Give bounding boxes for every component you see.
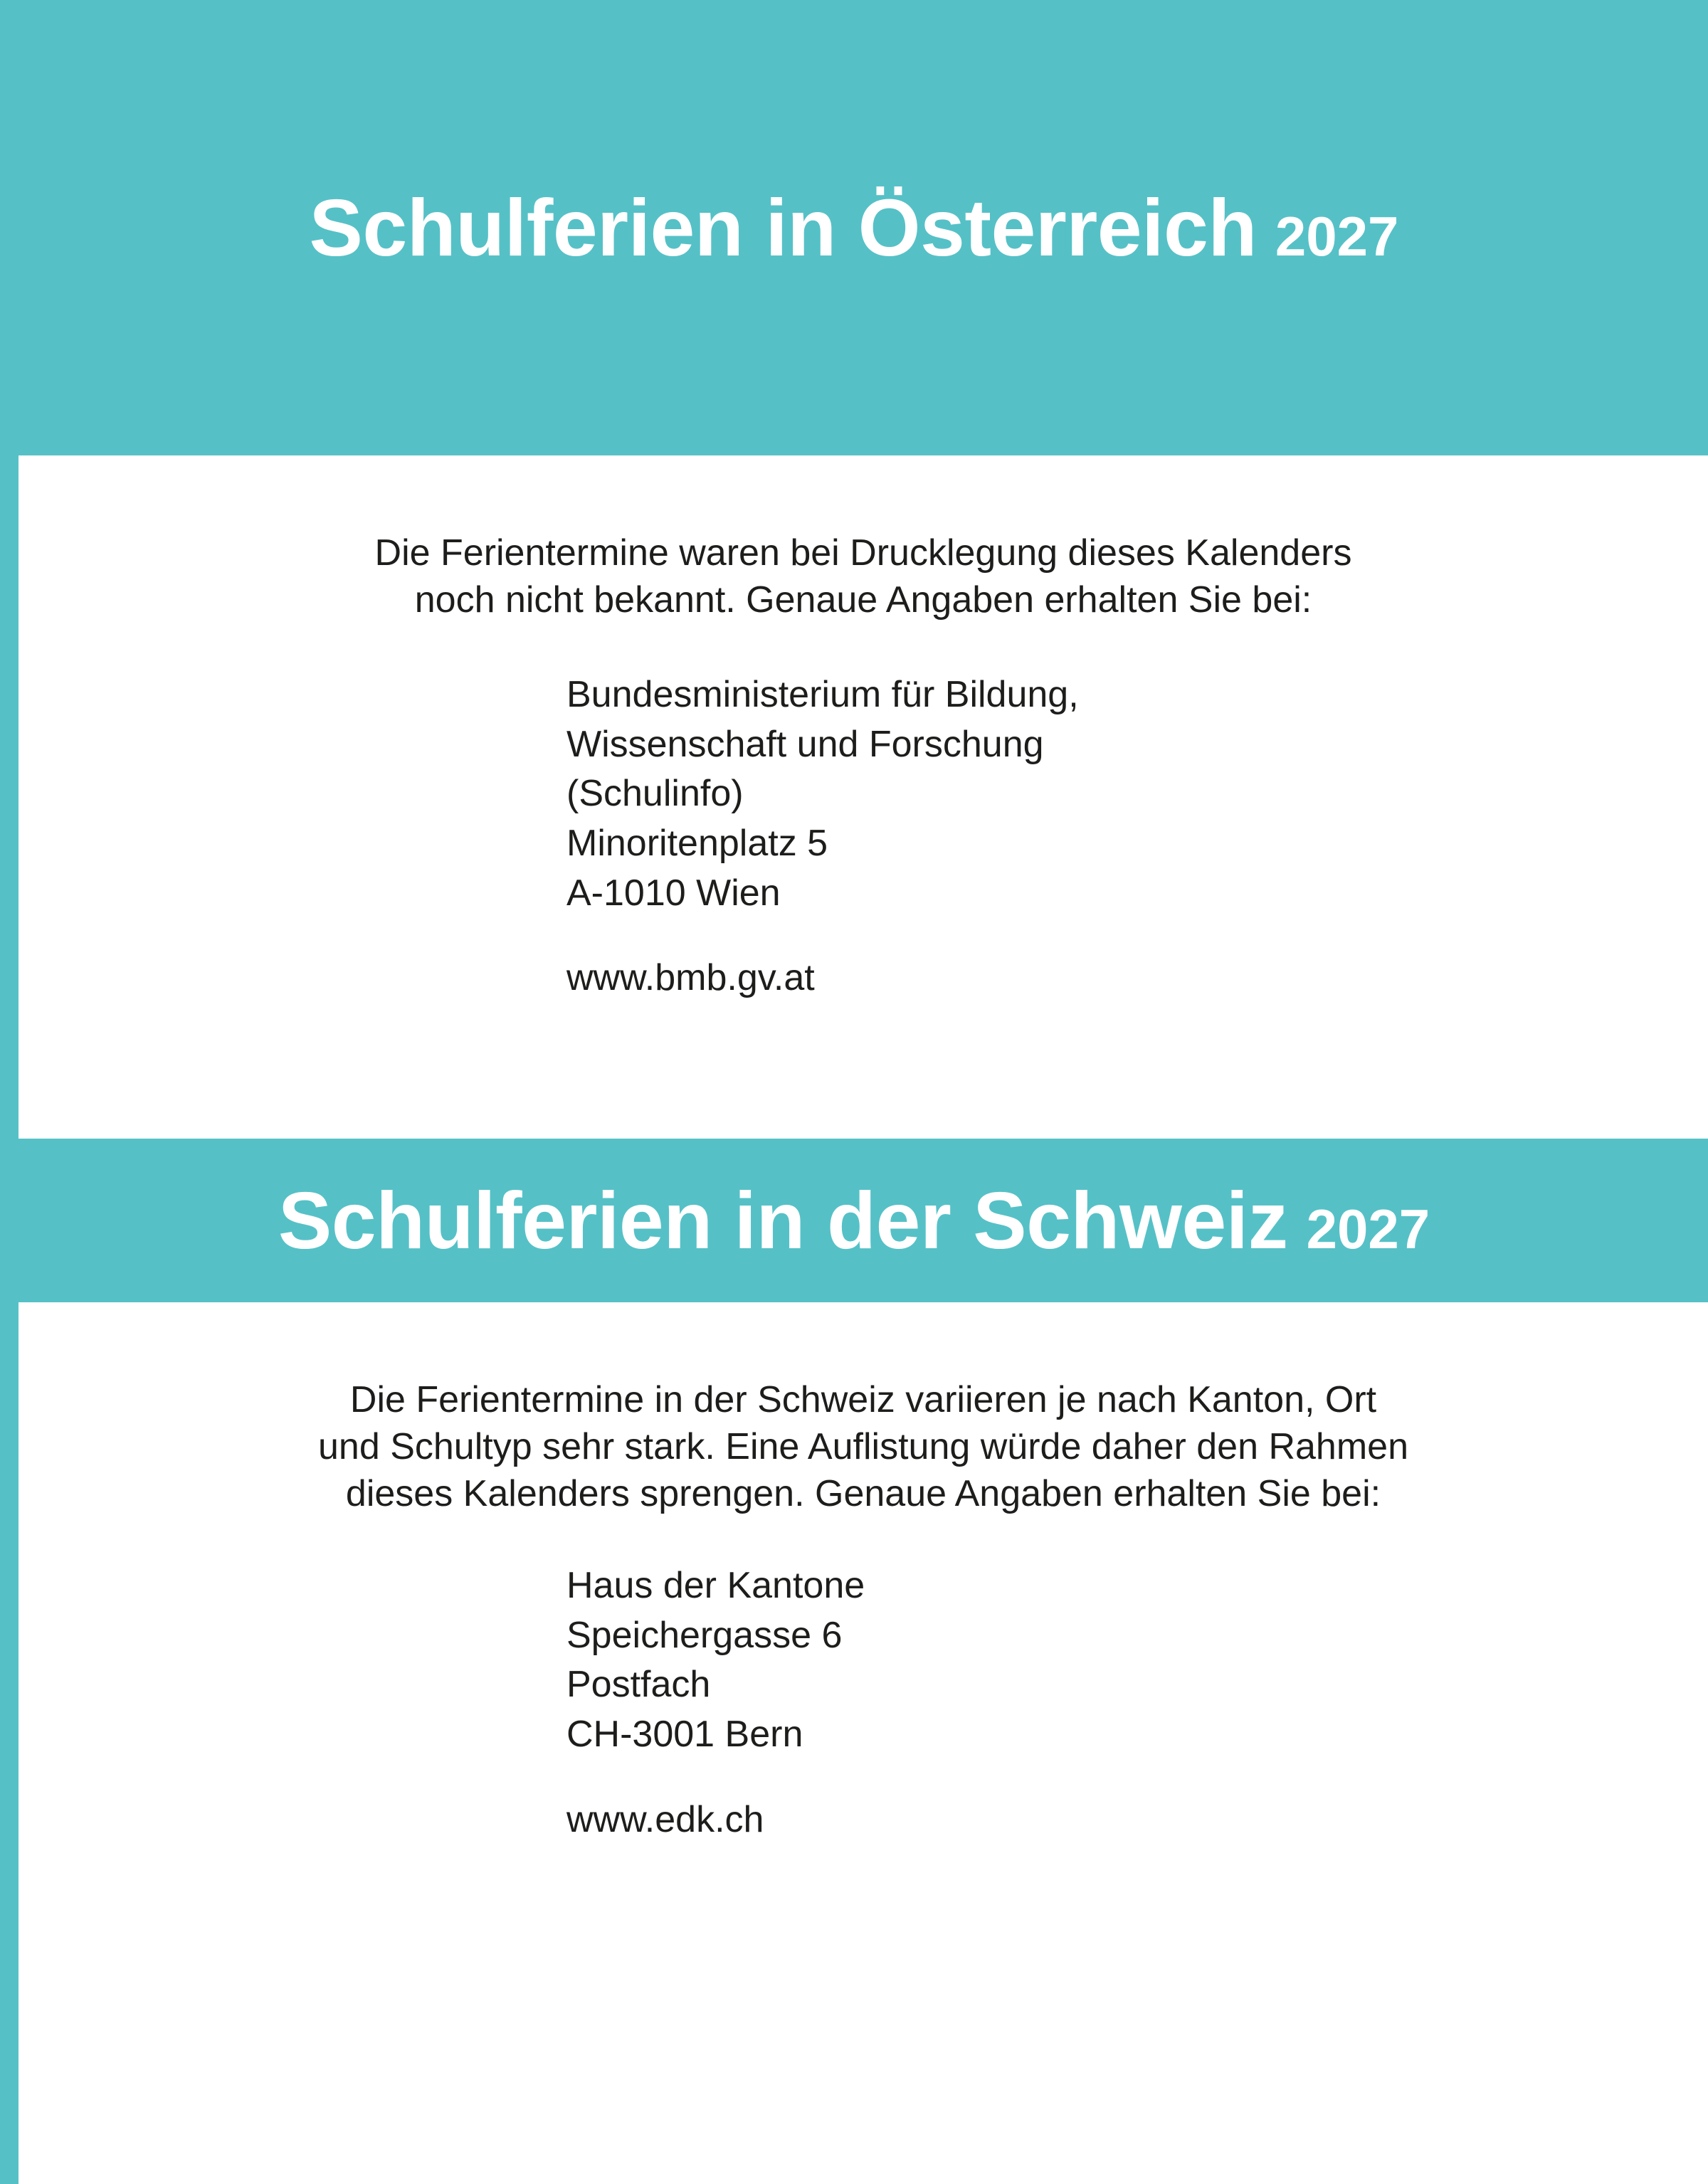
austria-year: 2027 (1275, 204, 1399, 268)
austria-intro (223, 455, 1504, 623)
austria-section (19, 455, 1708, 1139)
switzerland-banner (0, 1139, 1708, 1302)
austria-address-line: (Schulinfo) (566, 773, 744, 815)
switzerland-intro (187, 1302, 1539, 1517)
switzerland-intro-line-3: dieses Kalenders sprengen. Genaue Angaben erhalten Sie bei: (345, 1473, 1381, 1515)
austria-address-line: Bundesministerium für Bildung, (566, 674, 1079, 716)
austria-heading: Schulferien in Österreich (309, 182, 1257, 273)
switzerland-address-line: Speichergasse 6 (566, 1614, 843, 1656)
austria-intro-line-1: Die Ferientermine waren bei Drucklegung dieses Kalenders (374, 532, 1352, 574)
austria-address-line: A-1010 Wien (566, 872, 781, 914)
austria-address (566, 670, 1708, 1003)
switzerland-section (19, 1302, 1708, 2184)
austria-heading-group (309, 182, 1399, 273)
switzerland-heading-group (278, 1175, 1430, 1265)
austria-intro-line-2: noch nicht bekannt. Genaue Angaben erhalten Sie bei: (414, 579, 1312, 621)
austria-address-line: Wissenschaft und Forschung (566, 723, 1044, 765)
switzerland-intro-line-1: Die Ferientermine in der Schweiz variieren je nach Kanton, Ort (349, 1379, 1377, 1420)
switzerland-website-link[interactable]: www.edk.ch (566, 1798, 764, 1840)
switzerland-intro-line-2: und Schultyp sehr stark. Eine Auflistung würde daher den Rahmen (317, 1426, 1409, 1468)
switzerland-address-line: Postfach (566, 1664, 711, 1706)
austria-banner (0, 0, 1708, 455)
austria-address-line: Minoritenplatz 5 (566, 823, 828, 865)
switzerland-heading: Schulferien in der Schweiz (278, 1175, 1288, 1265)
switzerland-address (566, 1561, 1708, 1845)
austria-website-link[interactable]: www.bmb.gv.at (566, 957, 815, 999)
switzerland-year: 2027 (1306, 1197, 1430, 1260)
switzerland-address-line: Haus der Kantone (566, 1565, 865, 1607)
switzerland-address-line: CH-3001 Bern (566, 1714, 803, 1756)
